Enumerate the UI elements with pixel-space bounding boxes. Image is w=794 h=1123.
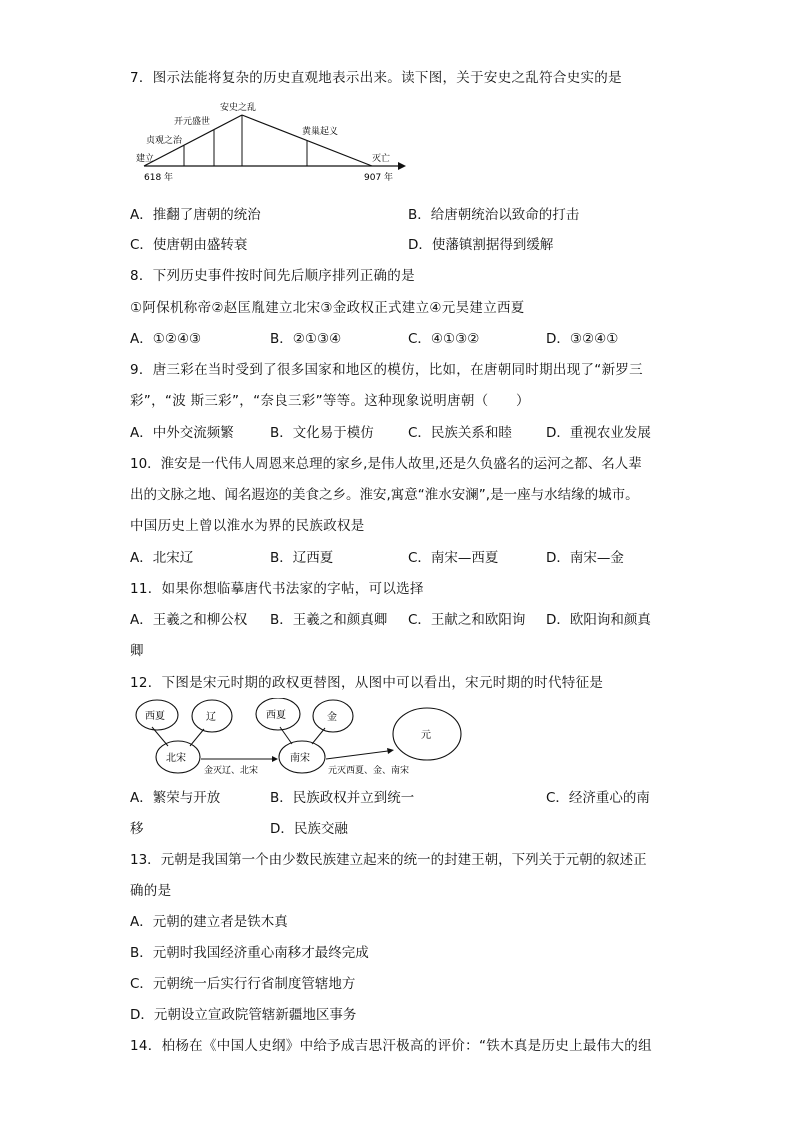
arrow2-head — [387, 748, 394, 754]
q10-stem-line1: 10．淮安是一代伟人周恩来总理的家乡,是伟人故里,还是久负盛名的运河之都、名人辈 — [130, 456, 642, 472]
q12-option-c-continuation: 移 — [130, 821, 144, 837]
label-arrow1: 金灭辽、北宋 — [204, 766, 259, 776]
label-end-year: 907 年 — [364, 173, 394, 183]
label-beisong: 北宋 — [166, 753, 186, 764]
q11-option-d[interactable]: D．欧阳询和颜真 — [546, 612, 651, 628]
q7-option-c[interactable]: C．使唐朝由盛转衰 — [130, 237, 248, 253]
label-kaiyuan: 开元盛世 — [174, 117, 211, 127]
label-anshi: 安史之乱 — [220, 103, 257, 113]
q9-option-c[interactable]: C．民族关系和睦 — [408, 425, 512, 441]
axis-arrowhead — [398, 162, 406, 170]
label-zhenguan: 贞观之治 — [146, 136, 183, 146]
label-huangchao: 黄巢起义 — [302, 127, 339, 137]
label-start-year: 618 年 — [144, 173, 174, 183]
q13-option-b[interactable]: B．元朝时我国经济重心南移才最终完成 — [130, 945, 369, 961]
q12-option-d[interactable]: D．民族交融 — [270, 821, 348, 837]
q13-option-c[interactable]: C．元朝统一后实行行省制度管辖地方 — [130, 976, 356, 992]
q11-option-c[interactable]: C．王献之和欧阳询 — [408, 612, 526, 628]
q11-option-d-continuation: 卿 — [130, 643, 144, 659]
label-xixia1: 西夏 — [145, 711, 165, 722]
q8-stem: 8．下列历史事件按时间先后顺序排列正确的是 — [130, 268, 415, 284]
label-miewang: 灭亡 — [372, 154, 391, 164]
tang-dynasty-timeline-figure — [130, 98, 420, 186]
q9-stem-line2: 彩”，“波 斯三彩”，“奈良三彩”等等。这种现象说明唐朝（ ） — [130, 393, 530, 409]
q10-option-d[interactable]: D．南宋—金 — [546, 550, 624, 566]
label-arrow2: 元灭西夏、金、南宋 — [328, 766, 410, 776]
q13-stem-line1: 13．元朝是我国第一个由少数民族建立起来的统一的封建王朝，下列关于元朝的叙述正 — [130, 852, 647, 868]
q10-option-a[interactable]: A．北宋辽 — [130, 550, 194, 566]
q12-stem: 12．下图是宋元时期的政权更替图，从图中可以看出，宋元时期的时代特征是 — [130, 675, 604, 691]
q10-option-b[interactable]: B．辽西夏 — [270, 550, 334, 566]
q9-option-a[interactable]: A．中外交流频繁 — [130, 425, 234, 441]
connector-liao-beisong — [190, 729, 204, 746]
q10-option-c[interactable]: C．南宋—西夏 — [408, 550, 499, 566]
arrow2-shaft — [326, 751, 388, 759]
q7-stem: 7．图示法能将复杂的历史直观地表示出来。读下图，关于安史之乱符合史实的是 — [130, 70, 622, 86]
q10-stem-line2: 出的文脉之地、闻名遐迩的美食之乡。淮安,寓意“淮水安澜”,是一座与水结缘的城市。 — [130, 487, 639, 503]
q9-option-d[interactable]: D．重视农业发展 — [546, 425, 651, 441]
q12-option-c[interactable]: C．经济重心的南 — [546, 790, 650, 806]
q7-option-d[interactable]: D．使藩镇割据得到缓解 — [408, 237, 554, 253]
q10-stem-line3: 中国历史上曾以淮水为界的民族政权是 — [130, 518, 365, 534]
q8-items: ①阿保机称帝②赵匡胤建立北宋③金政权正式建立④元昊建立西夏 — [130, 300, 525, 316]
label-jianli: 建立 — [136, 154, 155, 164]
q8-option-d[interactable]: D．③②④① — [546, 331, 619, 347]
q9-option-b[interactable]: B．文化易于模仿 — [270, 425, 374, 441]
q8-option-c[interactable]: C．④①③② — [408, 331, 480, 347]
label-jin: 金 — [327, 712, 337, 723]
arrow1-head — [272, 756, 278, 762]
q11-stem: 11．如果你想临摹唐代书法家的字帖，可以选择 — [130, 581, 424, 597]
q14-stem: 14．柏杨在《中国人史纲》中给予成吉思汗极高的评价：“铁木真是历史上最伟大的组 — [130, 1038, 652, 1054]
label-yuan: 元 — [421, 730, 431, 741]
q7-option-b[interactable]: B．给唐朝统治以致命的打击 — [408, 207, 580, 223]
q8-option-b[interactable]: B．②①③④ — [270, 331, 342, 347]
q11-option-a[interactable]: A．王羲之和柳公权 — [130, 612, 248, 628]
q9-stem-line1: 9．唐三彩在当时受到了很多国家和地区的模仿，比如，在唐朝同时期出现了“新罗三 — [130, 362, 643, 378]
q13-stem-line2: 确的是 — [130, 883, 172, 899]
q7-option-a[interactable]: A．推翻了唐朝的统治 — [130, 207, 261, 223]
label-nansong: 南宋 — [290, 753, 310, 764]
q8-option-a[interactable]: A．①②④③ — [130, 331, 202, 347]
q12-option-a[interactable]: A．繁荣与开放 — [130, 790, 221, 806]
label-xixia2: 西夏 — [266, 710, 286, 721]
q13-option-d[interactable]: D．元朝设立宣政院管辖新疆地区事务 — [130, 1007, 357, 1023]
label-liao: 辽 — [206, 712, 216, 723]
q13-option-a[interactable]: A．元朝的建立者是铁木真 — [130, 914, 288, 930]
q11-option-b[interactable]: B．王羲之和颜真卿 — [270, 612, 388, 628]
song-yuan-regime-figure — [128, 698, 468, 780]
q12-option-b[interactable]: B．民族政权并立到统一 — [270, 790, 415, 806]
